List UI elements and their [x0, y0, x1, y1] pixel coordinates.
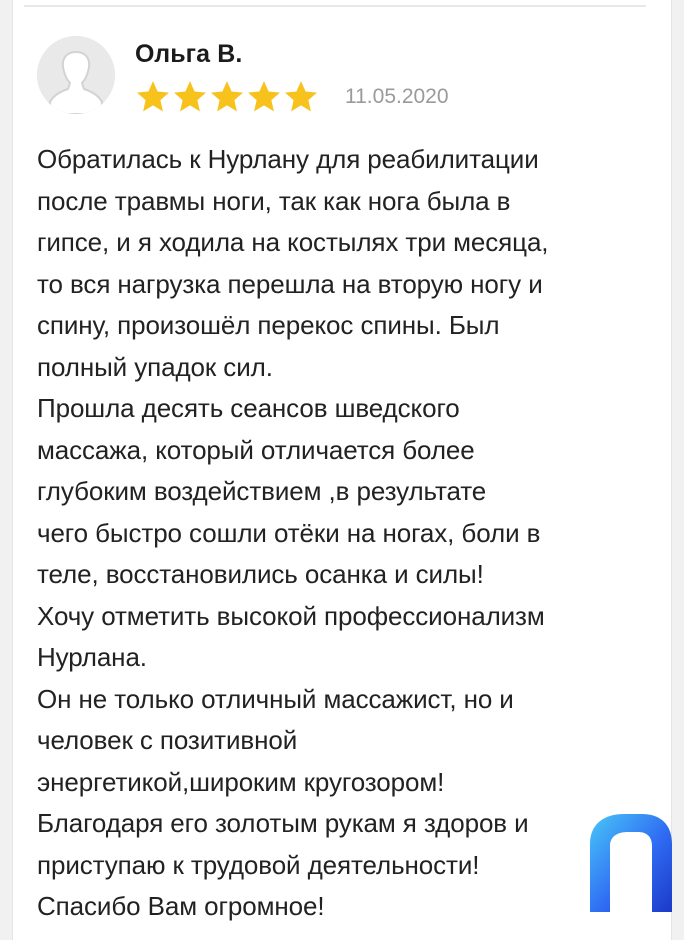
review-line: теле, восстановились осанка и силы!: [37, 559, 484, 589]
review-line: приступаю к трудовой деятельности!: [37, 849, 480, 880]
review-line: Хочу отметить высокой профессионализм: [37, 600, 545, 631]
review-text: [37, 139, 657, 928]
divider: [24, 5, 646, 7]
review-line: энергетикой,широким кругозором!: [37, 766, 445, 797]
rating-stars: [135, 80, 319, 114]
review-line: Нурлана.: [37, 642, 147, 672]
review-date: 11.05.2020: [345, 85, 449, 108]
review-line: Спасибо Вам огромное!: [37, 891, 325, 921]
star-icon: [283, 80, 319, 114]
review-line: то вся нагрузка перешла на вторую ногу и: [37, 268, 543, 299]
star-icon: [135, 80, 171, 114]
star-icon: [209, 80, 245, 114]
star-icon: [246, 80, 282, 114]
review-line: Благодаря его золотым рукам я здоров и: [37, 808, 529, 838]
review-line: спину, произошёл перекос спины. Был: [37, 310, 500, 340]
review-line: Прошла десять сеансов шведского: [37, 393, 460, 423]
star-icon: [172, 80, 208, 114]
user-silhouette-icon: [37, 36, 115, 114]
review-line: Обратилась к Нурлану для реабилитации: [37, 144, 539, 174]
review-line: глубоким воздействием ,в результате: [37, 476, 487, 506]
review-line: Он не только отличный массажист, но и: [37, 683, 514, 714]
author-name[interactable]: Ольга В.: [135, 40, 243, 68]
review-line: массажа, который отличается более: [37, 434, 475, 465]
review-line: чего быстро сошли отёки на ногах, боли в: [37, 517, 541, 548]
brand-logo: [584, 810, 676, 912]
review-line: гипсе, и я ходила на костылях три месяца,: [37, 227, 549, 257]
review-line: полный упадок сил.: [37, 351, 273, 382]
review-line: после травмы ноги, так как нога была в: [37, 185, 511, 216]
brand-logo-icon: [584, 810, 676, 912]
review-line: человек с позитивной: [37, 725, 298, 755]
avatar: [37, 36, 115, 114]
